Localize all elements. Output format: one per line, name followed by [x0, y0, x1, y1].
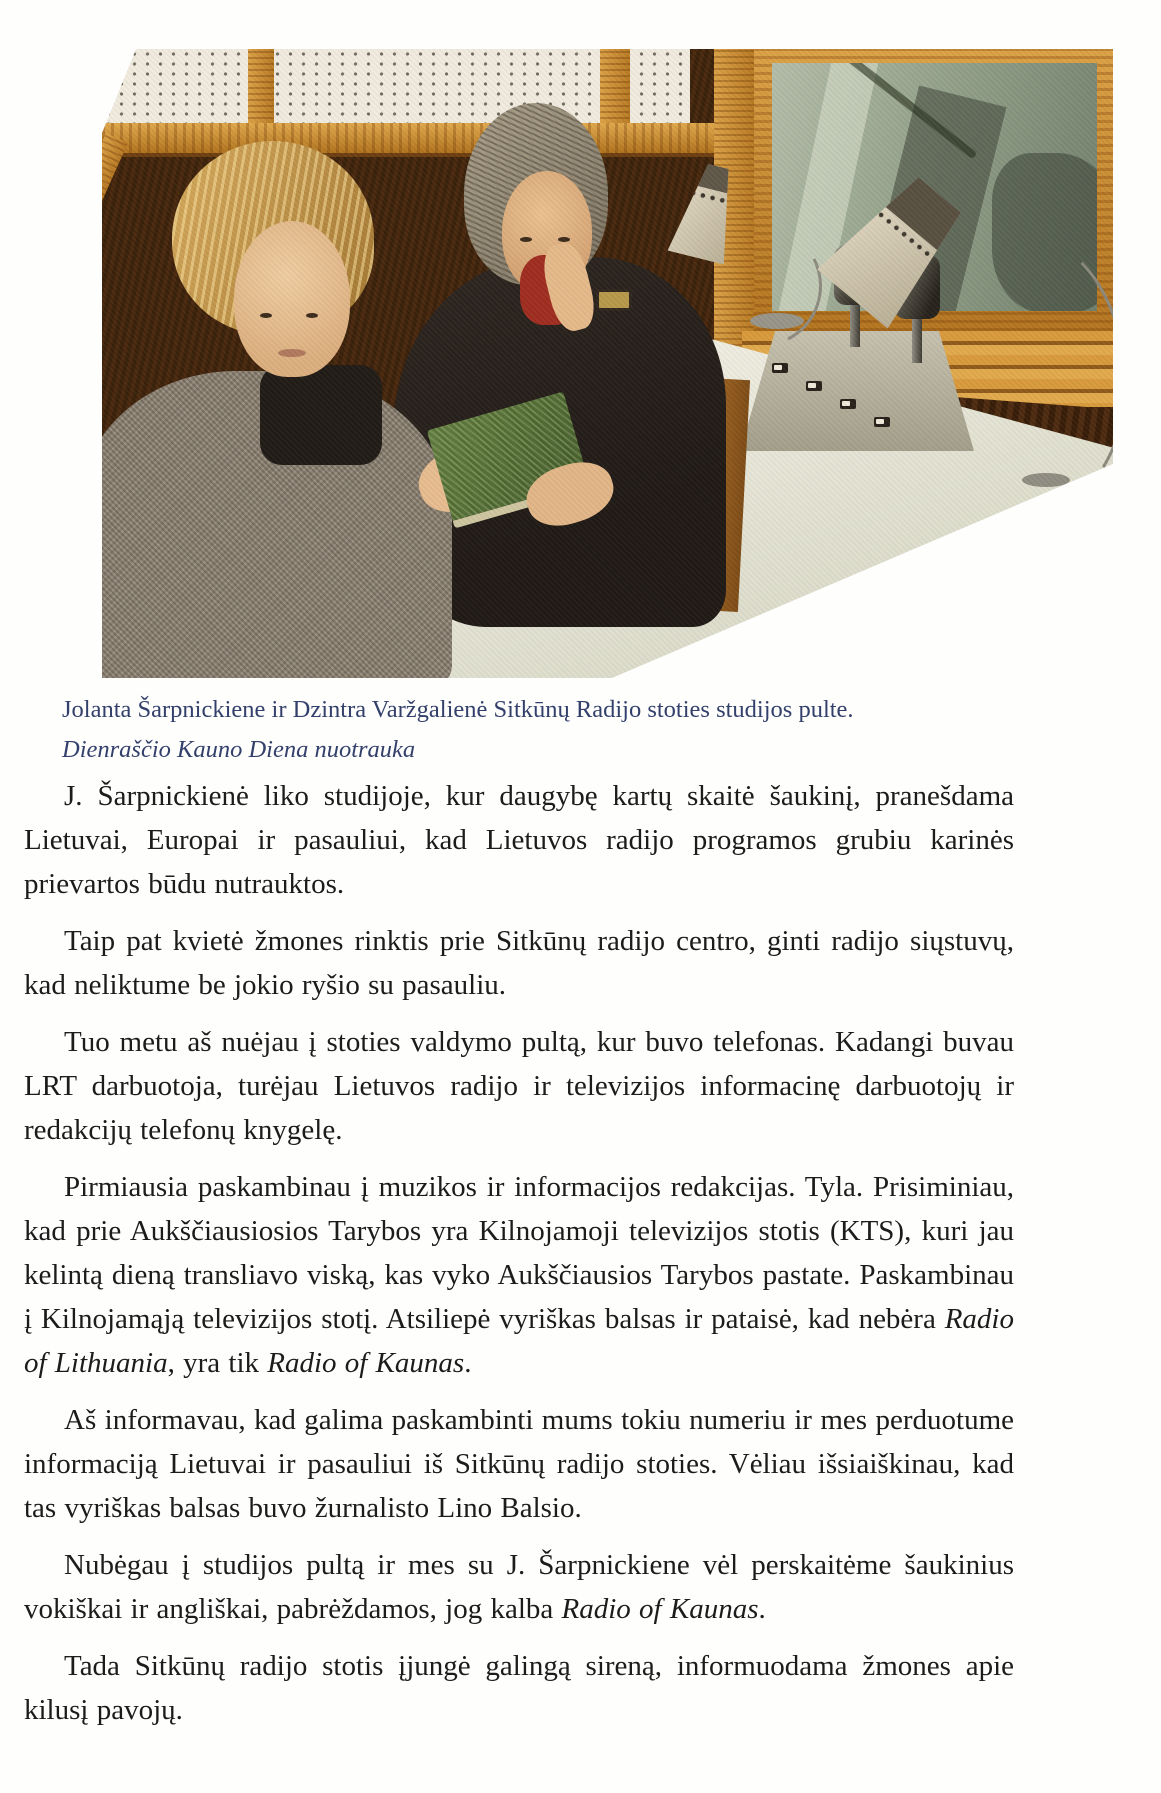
paragraph: Nubėgau į studijos pultą ir mes su J. Šarpnickiene vėl perskaitėme šaukinius vokiškai ir angliškai, pabrėždamos, jog kalba Radio of Kaunas. — [24, 1549, 1014, 1625]
photo-caption: Jolanta Šarpnickiene ir Dzintra Varžgalienė Sitkūnų Radijo stoties studijos pulte. — [62, 696, 854, 723]
paragraph: Pirmiausia paskambinau į muzikos ir informacijos redakcijas. Tyla. Prisiminiau, kad prie Aukščiausiosios Tarybos yra Kilnojamoji televizijos stotis (KTS), kuri jau kelintą dieną transliavo viską, kas vyko Aukščiausios Tarybos pastate. Paskambinau į Kilnojamąją televizijos stotį. Atsiliepė vyriškas balsas ir pataisė, kad nebėra Radio of Lithuania, yra tik Radio of Kaunas. — [24, 1171, 1014, 1379]
photo-credit: Dienraščio Kauno Diena nuotrauka — [62, 736, 416, 763]
paragraph: J. Šarpnickienė liko studijoje, kur daugybę kartų skaitė šaukinį, pranešdama Lietuvai, Europai ir pasauliui, kad Lietuvos radijo programos grubiu karinės prievartos būdu nutrauktos. — [24, 780, 1014, 900]
article-text — [24, 774, 1014, 1745]
studio-photo — [102, 49, 1113, 678]
photo-caption-block — [62, 690, 1032, 770]
paragraph: Tada Sitkūnų radijo stotis įjungė galingą sireną, informuodama žmones apie kilusį pavojų. — [24, 1650, 1014, 1726]
paragraph: Taip pat kvietė žmones rinktis prie Sitkūnų radijo centro, ginti radijo siųstuvų, kad neliktume be jokio ryšio su pasauliu. — [24, 925, 1014, 1001]
paragraph: Aš informavau, kad galima paskambinti mums tokiu numeriu ir mes perduotume informaciją Lietuvai ir pasauliui iš Sitkūnų radijo stoties. Vėliau išsiaiškinau, kad tas vyriškas balsas buvo žurnalisto Lino Balsio. — [24, 1404, 1014, 1524]
paragraph: Tuo metu aš nuėjau į stoties valdymo pultą, kur buvo telefonas. Kadangi buvau LRT darbuotoja, turėjau Lietuvos radijo ir televizijos informacinę darbuotojų ir redakcijų telefonų knygelę. — [24, 1026, 1014, 1146]
